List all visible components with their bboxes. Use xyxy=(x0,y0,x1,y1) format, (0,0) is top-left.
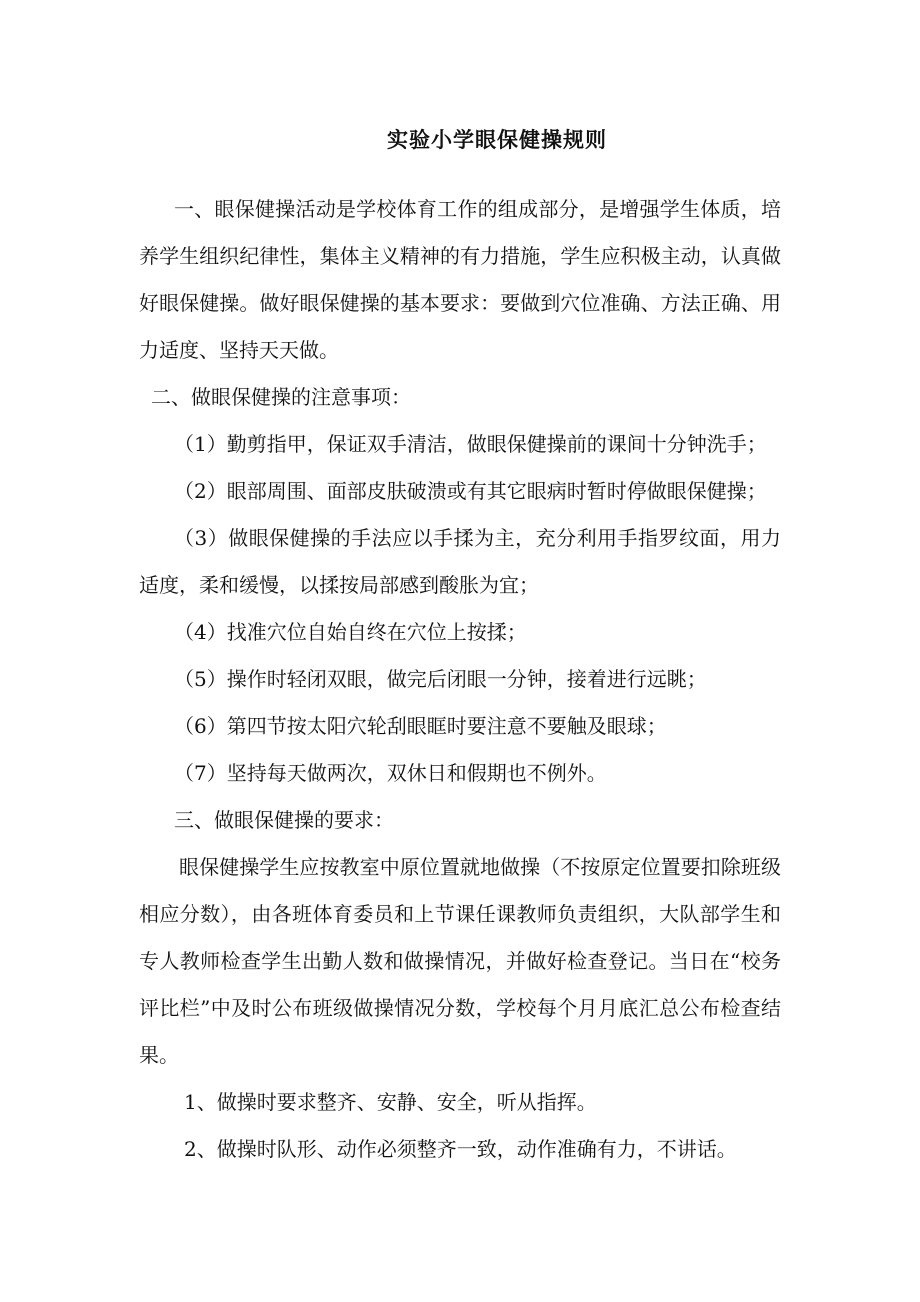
requirement-item-2: 2、做操时队形、动作必须整齐一致，动作准确有力，不讲话。 xyxy=(184,1137,737,1161)
document-body xyxy=(139,186,781,1173)
document-title: 实验小学眼保健操规则 xyxy=(387,128,607,152)
list-item-5: （5）操作时轻闭双眼，做完后闭眼一分钟，接着进行远眺； xyxy=(174,667,707,691)
paragraph-section-3-heading: 三、做眼保健操的要求： xyxy=(174,808,394,832)
list-item-7: （7）坚持每天做两次，双休日和假期也不例外。 xyxy=(174,761,607,785)
list-item-3: （3）做眼保健操的手法应以手揉为主，充分利用手指罗纹面，用力适度，柔和缓慢，以揉按局部感到酸胀为宜； xyxy=(139,526,781,597)
paragraph-section-2-heading: 二、做眼保健操的注意事项： xyxy=(151,385,411,409)
requirement-item-1: 1、做操时要求整齐、安静、安全，听从指挥。 xyxy=(184,1090,597,1114)
list-item-2: （2）眼部周围、面部皮肤破溃或有其它眼病时暂时停做眼保健操； xyxy=(174,479,767,503)
paragraph-section-3-body: 眼保健操学生应按教室中原位置就地做操（不按原定位置要扣除班级相应分数），由各班体育委员和上节课任课教师负责组织，大队部学生和专人教师检查学生出勤人数和做操情况，并做好检查登记。当日在“校务评比栏”中及时公布班级做操情况分数，学校每个月月底汇总公布检查结果。 xyxy=(139,855,781,1067)
list-item-6: （6）第四节按太阳穴轮刮眼眶时要注意不要触及眼球； xyxy=(174,714,667,738)
paragraph-section-1: 一、眼保健操活动是学校体育工作的组成部分，是增强学生体质，培养学生组织纪律性，集体主义精神的有力措施，学生应积极主动，认真做好眼保健操。做好眼保健操的基本要求：要做到穴位准确、方法正确、用力适度、坚持天天做。 xyxy=(139,197,781,362)
list-item-1: （1）勤剪指甲，保证双手清洁，做眼保健操前的课间十分钟洗手； xyxy=(174,432,767,456)
list-item-4: （4）找准穴位自始自终在穴位上按揉； xyxy=(174,620,527,644)
